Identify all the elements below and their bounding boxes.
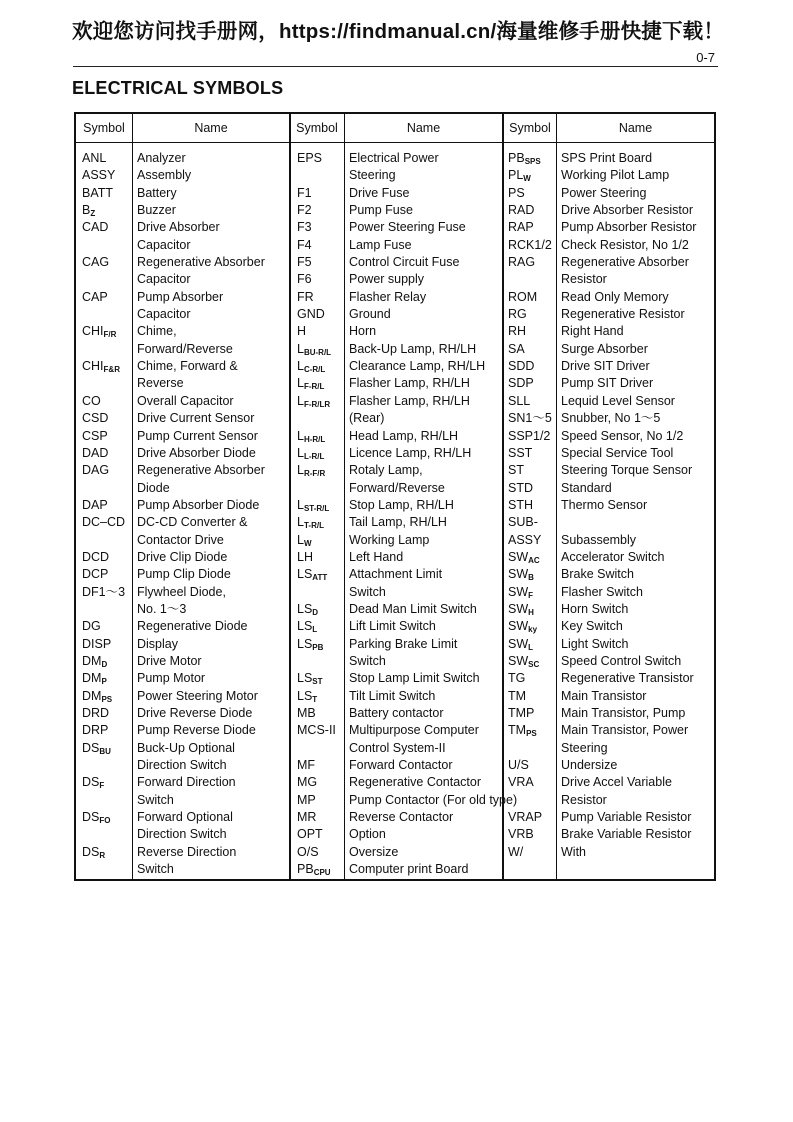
download-banner: 欢迎您访问找手册网，https://findmanual.cn/海量维修手册快捷下载！ [72,20,725,43]
symbol-cell: $B_Z$ [82,203,96,219]
name-cell: Switch [349,653,386,668]
symbol-cell: VRB [508,827,534,842]
name-cell: Capacitor [137,237,191,252]
name-cell: Lamp Fuse [349,237,412,252]
header-rule [73,66,718,67]
name-cell: (Rear) [349,411,385,426]
symbol-cell: CAG [82,255,110,270]
name-cell: Attachment Limit [349,567,443,582]
symbol-cell: SLL [508,393,531,408]
name-cell: Switch [349,584,386,599]
name-cell: Regenerative Diode [137,619,248,634]
symbol-cell: $PL_W$ [508,168,531,184]
symbol-cell: MCS-II [297,723,336,738]
name-cell: Flasher Switch [561,584,643,599]
name-cell: Reverse Contactor [349,810,454,825]
name-cell: Diode [137,480,170,495]
symbol-cell: ASSY [508,532,542,547]
name-cell: Capacitor [137,307,191,322]
symbol-cell: $PB_{CPU}$ [297,862,331,878]
name-cell: Drive Motor [137,653,202,668]
symbol-cell: $LS_{PB}$ [297,636,324,652]
name-cell: Subassembly [561,532,637,547]
symbol-cell [82,271,132,288]
name-cell: Display [137,636,178,651]
name-cell: SPS Print Board [561,151,653,165]
symbol-cell: F6 [297,272,312,287]
name-cell: Option [349,827,386,842]
symbol-cell: MR [297,810,317,825]
name-cell: Switch [137,862,174,877]
symbol-cell: F4 [297,237,312,252]
name-cell: Pump Clip Diode [137,567,231,582]
symbol-cell: H [297,324,307,339]
symbol-cell [82,237,132,254]
symbol-cell [82,792,132,809]
symbol-cell: $LS_D$ [297,601,319,617]
name-cell: Speed Control Switch [561,653,682,668]
symbol-cell: $SW_F$ [508,584,534,600]
symbol-cell: DG [82,619,101,634]
name-cell: Drive Current Sensor [137,411,255,426]
header-symbol-2: Symbol [296,121,338,135]
symbols-table [74,112,716,881]
name-cell: Power Steering Fuse [349,220,466,235]
symbol-cell: MB [297,706,316,720]
symbol-cell: GND [297,307,325,322]
symbol-cell: $CHI_{F\&R}$ [82,359,120,375]
symbol-cell: $DM_P$ [82,671,107,687]
name-cell: Tilt Limit Switch [349,688,436,703]
name-cell: Analyzer [137,151,186,165]
symbol-cell: VRAP [508,810,543,825]
name-cell: DC-CD Converter & [137,515,248,530]
column-divider [344,114,345,879]
symbol-cell: $DS_{BU}$ [82,740,111,756]
symbol-cell: BATT [82,185,114,200]
header-name-1: Name [194,121,228,135]
symbol-cell: $TM_{PS}$ [508,723,537,739]
name-cell: Lift Limit Switch [349,619,436,634]
name-cell: Oversize [349,844,399,859]
symbol-cell: $SW_{ky}$ [508,619,538,635]
symbol-cell: CSP [82,428,108,443]
name-cell: Main Transistor [561,688,647,703]
symbol-cell: TMP [508,706,535,720]
symbol-column-3 [508,150,554,861]
header-name-2: Name [406,121,441,135]
name-cell: Back-Up Lamp, RH/LH [349,341,477,356]
page-title: ELECTRICAL SYMBOLS [72,78,284,98]
symbol-cell: DAP [82,497,108,512]
name-cell: Ground [349,307,391,322]
name-cell: Forward/Reverse [137,341,233,356]
header-symbol-1: Symbol [83,121,125,135]
symbol-cell: $SW_{SC}$ [508,653,540,669]
symbol-cell: ST [508,463,524,478]
column-divider [132,114,133,879]
name-cell: Tail Lamp, RH/LH [349,515,447,530]
name-cell: Main Transistor, Power [561,723,689,738]
symbol-cell [82,601,132,618]
name-cell: Overall Capacitor [137,393,234,408]
name-cell: Brake Switch [561,567,634,582]
symbol-cell: RG [508,307,527,322]
name-cell: Flasher Lamp, RH/LH [349,393,470,408]
symbol-cell: DAG [82,463,110,478]
name-cell: Drive Absorber [137,220,220,235]
symbol-cell: ROM [508,289,538,304]
symbol-cell: VRA [508,775,534,790]
name-cell: Snubber, No 1～5 [561,411,661,426]
symbol-cell: FR [297,289,314,304]
name-cell: Capacitor [137,272,191,287]
symbol-cell [297,167,343,184]
name-cell: Accelerator Switch [561,549,665,564]
symbol-cell [508,792,554,809]
symbol-cell: CAP [82,289,108,304]
symbol-cell: ASSY [82,168,116,183]
name-cell: Pump Variable Resistor [561,810,692,825]
name-cell: Check Resistor, No 1/2 [561,237,689,252]
name-cell: Horn Switch [561,601,629,616]
symbol-cell: W/ [508,844,524,859]
name-cell: Drive Accel Variable [561,775,672,790]
symbol-cell: F3 [297,220,312,235]
name-cell: Control System-II [349,740,446,755]
name-cell: Steering Torque Sensor [561,463,693,478]
name-cell: Parking Brake Limit [349,636,458,651]
symbol-cell [82,757,132,774]
name-cell: Regenerative Transistor [561,671,694,686]
symbol-cell [82,480,132,497]
symbol-cell: TM [508,688,527,703]
name-cell: Lequid Level Sensor [561,393,675,408]
page-number: 0-7 [696,50,715,65]
name-cell: Pump Contactor (For old type) [349,792,518,807]
name-cell: Drive Reverse Diode [137,706,253,720]
name-cell: Light Switch [561,636,629,651]
symbol-cell: $L_{H-R/L}$ [297,428,326,444]
symbol-cell: $LS_{ST}$ [297,671,323,687]
symbol-cell: SSP1/2 [508,428,551,443]
symbol-cell: $L_{F-R/LR}$ [297,393,331,409]
symbol-cell: DCP [82,567,109,582]
name-cell: Dead Man Limit Switch [349,601,477,616]
symbol-cell [297,740,343,757]
name-cell: Flywheel Diode, [137,584,226,599]
name-cell: Working Pilot Lamp [561,168,670,183]
symbol-cell: O/S [297,844,319,859]
name-cell: Direction Switch [137,758,227,773]
symbol-cell: $L_{F-R/L}$ [297,376,325,392]
symbol-cell: $SW_B$ [508,567,534,583]
name-cell: Read Only Memory [561,289,669,304]
name-cell: Left Hand [349,549,404,564]
name-cell: Forward Optional [137,810,233,825]
name-cell: Drive Clip Diode [137,549,228,564]
symbol-cell: $L_{L-R/L}$ [297,445,325,461]
symbol-cell [82,532,132,549]
name-cell: Pump Motor [137,671,206,686]
symbol-cell: $L_{C-R/L}$ [297,359,326,375]
name-cell: Stop Lamp, RH/LH [349,497,454,512]
header-divider [76,142,714,143]
symbol-cell: PS [508,185,525,200]
symbol-cell [297,653,343,670]
symbol-cell: F5 [297,255,312,270]
symbol-cell: SUB- [508,515,538,530]
symbol-cell: STH [508,497,533,512]
name-cell: Clearance Lamp, RH/LH [349,359,486,374]
symbol-cell: OPT [297,827,323,842]
symbol-cell: SDP [508,376,534,391]
name-cell: Electrical Power [349,151,439,165]
name-cell: Regenerative Contactor [349,775,482,790]
name-cell: Pump Fuse [349,203,413,218]
symbol-cell [82,375,132,392]
name-cell: Pump Reverse Diode [137,723,256,738]
name-cell: Power Steering [561,185,647,200]
name-cell: Standard [561,480,612,495]
symbol-cell: RCK1/2 [508,237,552,252]
symbol-cell: CO [82,393,101,408]
symbol-cell: ANL [82,151,107,165]
name-cell: No. 1～3 [137,601,187,616]
name-cell: Undersize [561,758,618,773]
name-cell: Buck-Up Optional [137,740,235,755]
name-cell: Regenerative Absorber [137,463,265,478]
name-cell: Key Switch [561,619,623,634]
symbol-cell: $DM_{PS}$ [82,688,113,704]
name-cell: Regenerative Absorber [561,255,689,270]
name-cell [561,514,713,531]
name-cell: Regenerative Absorber [137,255,265,270]
name-cell: Forward Direction [137,775,236,790]
symbol-cell: STD [508,480,533,495]
column-divider [556,114,557,879]
symbol-cell: RAD [508,203,535,218]
symbol-cell: MF [297,758,316,773]
name-cell: Power supply [349,272,425,287]
symbol-cell [297,410,343,427]
name-cell: Drive Absorber Resistor [561,203,693,218]
name-cell: Speed Sensor, No 1/2 [561,428,684,443]
symbol-cell: $PB_{SPS}$ [508,151,541,166]
name-cell: Assembly [137,168,192,183]
symbol-cell: SDD [508,359,535,374]
name-cell: Drive Fuse [349,185,410,200]
name-cell: Contactor Drive [137,532,224,547]
symbol-cell: $L_{ST-R/L}$ [297,497,330,513]
name-cell: Chime, [137,324,177,339]
symbol-cell [508,740,554,757]
symbol-cell: DC–CD [82,515,126,530]
symbol-column-1 [82,150,132,878]
symbol-cell: DISP [82,636,112,651]
symbol-cell [82,341,132,358]
symbol-cell: $L_W$ [297,532,312,548]
symbol-cell: $SW_L$ [508,636,534,652]
name-cell: Chime, Forward & [137,359,238,374]
header-name-3: Name [618,121,653,135]
symbol-cell: SA [508,341,525,356]
symbol-cell [82,861,132,878]
name-cell: Reverse Direction [137,844,237,859]
name-cell: Stop Lamp Limit Switch [349,671,480,686]
symbol-cell: DF1～3 [82,584,126,599]
symbol-cell: U/S [508,758,529,773]
symbol-cell [508,271,554,288]
symbol-cell: $LS_{ATT}$ [297,567,328,583]
name-cell: Brake Variable Resistor [561,827,692,842]
name-column-1 [137,150,287,878]
name-cell: Licence Lamp, RH/LH [349,445,472,460]
symbol-cell: $DM_D$ [82,653,108,669]
name-cell: Steering [349,168,396,183]
symbol-cell: RH [508,324,527,339]
symbol-cell: DRD [82,706,110,720]
name-column-3 [561,150,713,861]
symbol-cell [297,584,343,601]
symbol-cell: $LS_L$ [297,619,318,635]
symbol-cell: MG [297,775,318,790]
name-cell: Flasher Lamp, RH/LH [349,376,470,391]
symbol-cell: RAG [508,255,536,270]
name-cell: Special Service Tool [561,445,674,460]
symbol-cell: CSD [82,411,109,426]
symbol-cell: SST [508,445,533,460]
name-cell: Power Steering Motor [137,688,258,703]
name-cell: Surge Absorber [561,341,648,356]
name-cell: Switch [137,792,174,807]
symbol-cell [82,306,132,323]
symbol-cell: RAP [508,220,534,235]
name-cell: Horn [349,324,377,339]
name-cell: Reverse [137,376,184,391]
symbol-cell: F1 [297,185,312,200]
symbol-cell: EPS [297,151,323,165]
symbol-cell: $L_{T-R/L}$ [297,515,324,531]
symbol-cell: CAD [82,220,109,235]
name-cell: Head Lamp, RH/LH [349,428,459,443]
name-cell: Computer print Board [349,862,469,877]
symbol-cell: $DS_R$ [82,844,106,860]
name-cell: Pump Absorber Diode [137,497,260,512]
name-cell: Control Circuit Fuse [349,255,460,270]
name-cell: Drive Absorber Diode [137,445,256,460]
name-cell: Buzzer [137,203,176,218]
symbol-cell: $CHI_{F/R}$ [82,324,117,340]
name-cell: Forward Contactor [349,758,453,773]
symbol-cell: $DS_F$ [82,775,105,791]
name-cell: With [561,844,586,859]
name-cell: Resistor [561,792,607,807]
symbol-cell: $SW_H$ [508,601,534,617]
symbol-cell: $DS_{FO}$ [82,810,111,826]
name-cell: Thermo Sensor [561,497,648,512]
symbol-column-2 [297,150,343,878]
name-cell: Pump SIT Driver [561,376,654,391]
symbol-cell: $L_{R-F/R}$ [297,463,326,479]
name-cell: Regenerative Resistor [561,307,685,322]
symbol-cell: F2 [297,203,312,218]
name-cell: Flasher Relay [349,289,427,304]
name-cell: Working Lamp [349,532,430,547]
name-cell: Battery [137,185,177,200]
name-cell: Resistor [561,272,607,287]
name-cell: Battery contactor [349,706,444,720]
symbol-cell: TG [508,671,526,686]
name-cell: Pump Absorber Resistor [561,220,697,235]
name-cell: Pump Current Sensor [137,428,258,443]
symbol-cell [297,480,343,497]
symbol-cell: $LS_T$ [297,688,318,704]
header-symbol-3: Symbol [509,121,551,135]
symbol-cell: $SW_{AC}$ [508,549,540,565]
name-cell: Rotaly Lamp, [349,463,423,478]
name-cell: Steering [561,740,608,755]
symbol-cell: LH [297,549,313,564]
name-cell: Forward/Reverse [349,480,445,495]
name-cell: Pump Absorber [137,289,224,304]
symbol-cell [82,826,132,843]
name-cell: Main Transistor, Pump [561,706,686,720]
symbol-cell: MP [297,792,316,807]
name-cell: Multipurpose Computer [349,723,479,738]
symbol-cell: DCD [82,549,110,564]
name-cell: Right Hand [561,324,624,339]
symbol-cell: SN1～5 [508,411,552,426]
symbol-cell: DRP [82,723,109,738]
name-cell: Direction Switch [137,827,227,842]
name-cell: Drive SIT Driver [561,359,650,374]
column-divider [502,114,504,879]
symbol-cell: DAD [82,445,109,460]
symbol-cell: $L_{BU-R/L}$ [297,341,332,357]
column-divider [289,114,291,879]
